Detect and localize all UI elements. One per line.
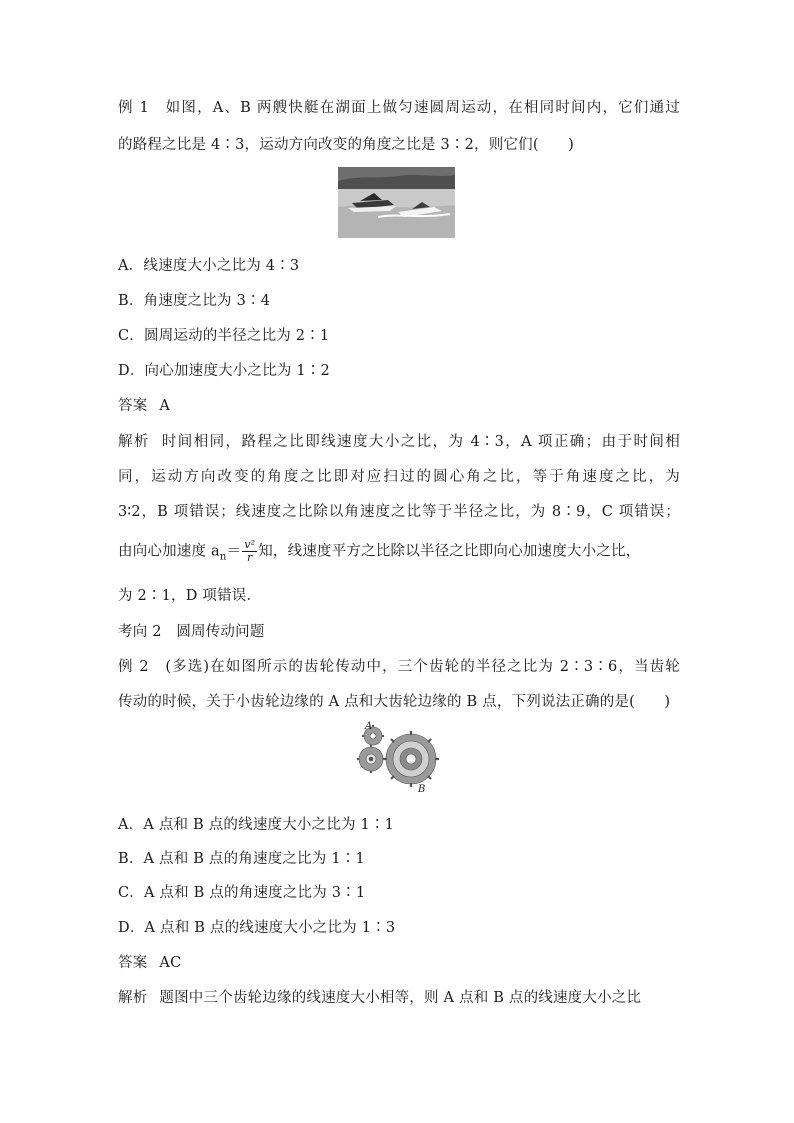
gear-point-b-label: B (418, 784, 426, 795)
formula-equals: ＝ (226, 543, 242, 560)
ex1-option-a: A．线速度大小之比为 4∶3 (118, 258, 300, 274)
answer-value: AC (159, 955, 182, 971)
ex1-analysis-line-4 (118, 539, 640, 567)
ex2-option-a: A．A 点和 B 点的线速度大小之比为 1∶1 (118, 817, 395, 833)
ex1-option-b: B．角速度之比为 3∶4 (118, 293, 271, 309)
ex2-analysis-line-1 (118, 988, 641, 1008)
analysis-label: 解析 (118, 990, 148, 1006)
speedboats-image (338, 167, 455, 238)
answer-value: A (159, 398, 171, 414)
formula-fraction (242, 539, 257, 564)
ex2-option-c: C．A 点和 B 点的角速度之比为 3∶1 (118, 885, 366, 901)
formula-subscript: n (219, 551, 227, 563)
formula-suffix: 知，线速度平方之比除以半径之比即向心加速度大小之比， (258, 543, 641, 560)
analysis-text: 时间相同，路程之比即线速度大小之比，为 4∶3，A 项正确；由于时间相 (161, 434, 680, 450)
ex2-answer (118, 953, 181, 973)
fraction-numerator: v² (244, 538, 256, 551)
ex1-question-line-1: 例 1 如图，A、B 两艘快艇在湖面上做匀速圆周运动，在相同时间内，它们通过 (118, 100, 680, 116)
ex1-analysis-line-2: 同，运动方向改变的角度之比即对应扫过的圆心角之比，等于角速度之比，为 (118, 469, 680, 485)
ex1-answer (118, 396, 170, 416)
ex1-analysis-line-3: 3∶2，B 项错误；线速度之比除以角速度之比等于半径之比，为 8∶9，C 项错误； (118, 504, 680, 520)
ex1-question-line-2: 的路程之比是 4∶3，运动方向改变的角度之比是 3∶2，则它们( ) (118, 137, 574, 153)
ex2-option-b: B．A 点和 B 点的角速度之比为 1∶1 (118, 851, 365, 867)
answer-label: 答案 (118, 955, 148, 971)
ex2-option-d: D．A 点和 B 点的线速度大小之比为 1∶3 (118, 920, 396, 936)
ex1-analysis-line-5: 为 2∶1，D 项错误． (118, 588, 262, 604)
formula-prefix: 由向心加速度 a (118, 543, 220, 560)
analysis-text: 题图中三个齿轮边缘的线速度大小相等，则 A 点和 B 点的线速度大小之比 (159, 990, 642, 1006)
ex1-option-c: C．圆周运动的半径之比为 2∶1 (118, 328, 330, 344)
answer-label: 答案 (118, 398, 148, 414)
analysis-label: 解析 (118, 434, 150, 450)
fraction-denominator: r (246, 551, 253, 564)
gear-point-a-label: A (365, 721, 373, 732)
ex2-question-line-2: 传动的时候，关于小齿轮边缘的 A 点和大齿轮边缘的 B 点，下列说法正确的是( ) (118, 694, 671, 710)
ex2-question-line-1: 例 2 (多选)在如图所示的齿轮传动中，三个齿轮的半径之比为 2∶3∶6，当齿轮 (118, 659, 680, 675)
section-heading: 考向 2 圆周传动问题 (118, 624, 265, 640)
ex1-analysis-line-1 (118, 432, 680, 452)
ex1-option-d: D．向心加速度大小之比为 1∶2 (118, 363, 330, 379)
